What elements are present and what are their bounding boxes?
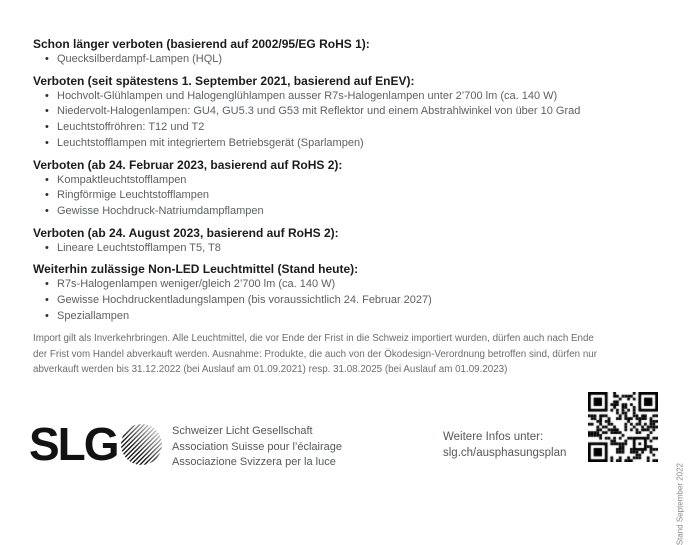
list-item: • R7s-Halogenlampen weniger/gleich 2’700 lm (ca. 140 W) bbox=[33, 277, 673, 293]
section-rohs2-feb-2023 bbox=[33, 157, 673, 220]
more-info-label: Weitere Infos unter: bbox=[443, 431, 544, 443]
bullet-list bbox=[33, 241, 673, 257]
section-heading: Verboten (ab 24. August 2023, basierend auf RoHS 2): bbox=[33, 225, 339, 240]
fineprint-line: Import gilt als Inverkehrbringen. Alle Leuchtmittel, die vor Ende der Frist in die Schweiz importiert wurden, dürfen auch nach Ende bbox=[33, 333, 594, 345]
section-heading: Schon länger verboten (basierend auf 2002/95/EG RoHS 1): bbox=[33, 37, 370, 51]
tagline-line-de: Schweizer Licht Gesellschaft bbox=[172, 425, 313, 437]
slg-logo bbox=[29, 418, 162, 470]
list-item: • Leuchtstoffröhren: T12 und T2 bbox=[33, 120, 673, 136]
section-enev-2021 bbox=[33, 73, 673, 152]
more-info-block bbox=[443, 430, 566, 461]
tagline-line-it: Associazione Svizzera per la luce bbox=[172, 456, 336, 468]
slg-logo-circle-icon bbox=[121, 424, 162, 465]
qr-code-icon bbox=[588, 392, 658, 462]
list-item: • Speziallampen bbox=[33, 309, 673, 325]
section-rohs1 bbox=[33, 36, 673, 68]
section-heading: Verboten (seit spätestens 1. September 2021, basierend auf EnEV): bbox=[33, 73, 415, 88]
bullet-list bbox=[33, 173, 673, 220]
section-rohs2-aug-2023 bbox=[33, 225, 673, 257]
list-item: • Gewisse Hochdruck-Natriumdampflampen bbox=[33, 204, 673, 220]
list-item: • Gewisse Hochdruckentladungslampen (bis voraussichtlich 24. Februar 2027) bbox=[33, 293, 673, 309]
section-heading: Verboten (ab 24. Februar 2023, basierend auf RoHS 2): bbox=[33, 157, 343, 172]
fineprint-line: abverkauft werden bis 31.12.2022 (bei Auslauf am 01.09.2021) resp. 31.08.2025 (bei Auslauf am 01.09.2023) bbox=[33, 363, 508, 375]
list-item: • Ringförmige Leuchtstofflampen bbox=[33, 188, 673, 204]
list-item: • Quecksilberdampf-Lampen (HQL) bbox=[33, 52, 673, 68]
list-item: • Hochvolt-Glühlampen und Halogenglühlampen ausser R7s-Halogenlampen unter 2’700 lm (ca. 140 W) bbox=[33, 89, 673, 105]
section-heading: Weiterhin zulässige Non-LED Leuchtmittel (Stand heute): bbox=[33, 262, 359, 277]
slg-logo-text: SLG bbox=[29, 418, 118, 470]
section-still-allowed bbox=[33, 261, 673, 324]
list-item: • Leuchtstofflampen mit integriertem Betriebsgerät (Sparlampen) bbox=[33, 136, 673, 152]
bullet-list bbox=[33, 89, 673, 152]
list-item: • Lineare Leuchtstofflampen T5, T8 bbox=[33, 241, 673, 257]
bullet-list bbox=[33, 277, 673, 324]
more-info-url: slg.ch/ausphasungsplan bbox=[443, 446, 567, 459]
slg-tagline bbox=[172, 424, 342, 471]
tagline-line-fr: Association Suisse pour l’éclairage bbox=[172, 440, 342, 453]
list-item: • Niedervolt-Halogenlampen: GU4, GU5.3 und G53 mit Reflektor und einem Abstrahlwinkel von über 10 Grad bbox=[33, 104, 673, 120]
fineprint-line: der Frist vom Handel abverkauft werden. Ausnahme: Produkte, die auch von der Ökodesign-Verordnung betroffen sind, dürfen nur bbox=[33, 348, 598, 360]
fineprint bbox=[33, 331, 673, 377]
list-item: • Kompaktleuchtstofflampen bbox=[33, 173, 673, 189]
content-area bbox=[33, 36, 673, 377]
version-stamp: Stand September 2022 bbox=[675, 463, 684, 545]
bullet-list bbox=[33, 52, 673, 68]
